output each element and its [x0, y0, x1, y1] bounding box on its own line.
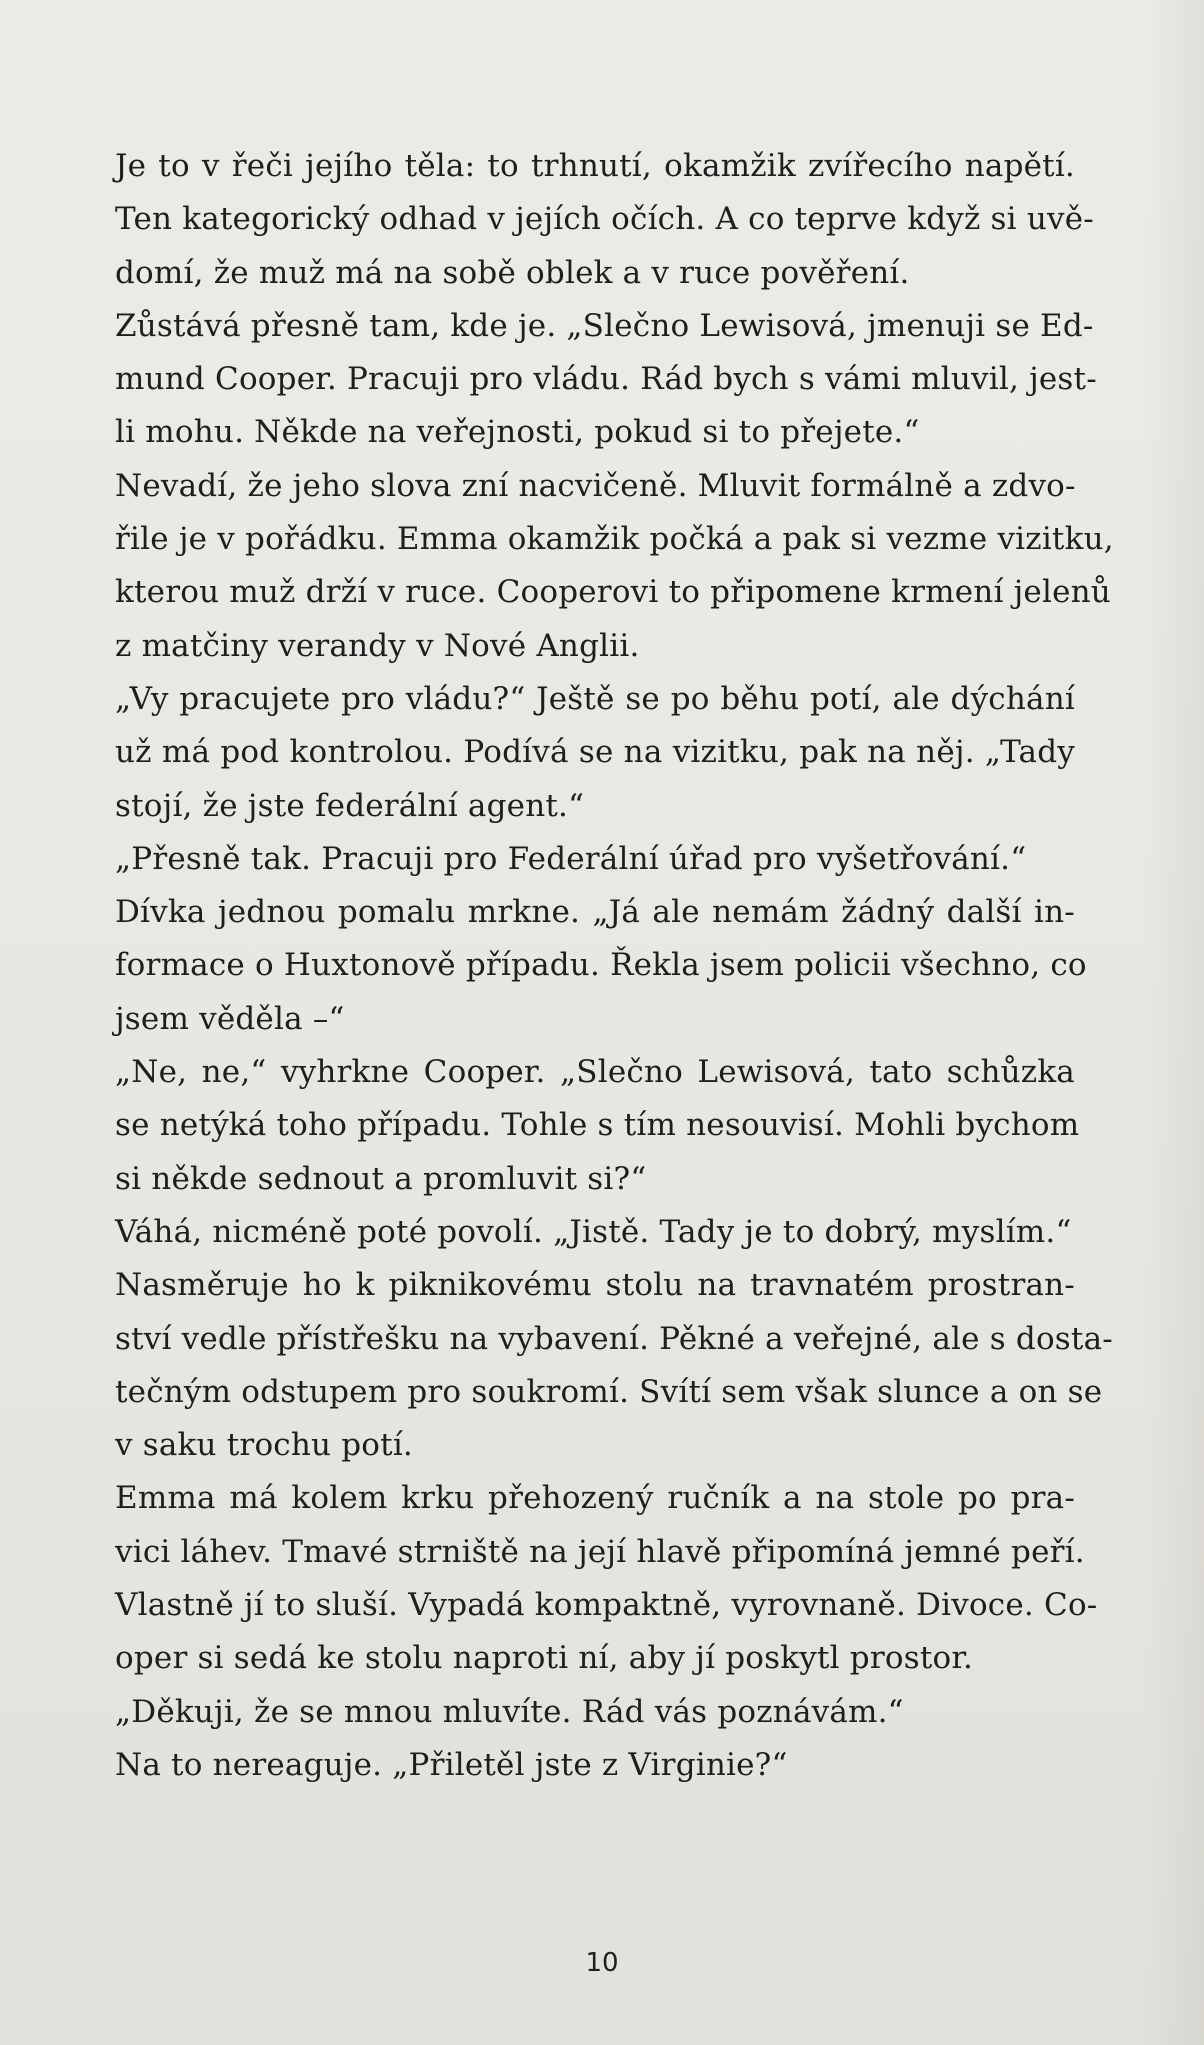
text-line: už má pod kontrolou. Podívá se na vizitku, pak na něj. „Tady [115, 734, 1075, 771]
text-line: se netýká toho případu. Tohle s tím nesouvisí. Mohli bychom [115, 1107, 1080, 1144]
text-line: Nevadí, že jeho slova zní nacvičeně. Mluvit formálně a zdvo- [115, 467, 1076, 504]
text-line: z matčiny verandy v Nové Anglii. [115, 627, 640, 664]
paragraph [115, 1259, 1113, 1472]
text-line: Vlastně jí to sluší. Vypadá kompaktně, vyrovnaně. Divoce. Co- [115, 1587, 1098, 1624]
page-number: 10 [585, 1948, 619, 1978]
text-line: mund Cooper. Pracuji pro vládu. Rád bych s vámi mluvil, jest- [115, 361, 1097, 398]
text-line: vici láhev. Tmavé strniště na její hlavě připomíná jemné peří. [115, 1533, 1085, 1570]
text-line: „Vy pracujete pro vládu?“ Ještě se po běhu potí, ale dýchání [115, 680, 1075, 717]
paragraph [115, 300, 1097, 460]
text-line: Na to nereaguje. „Přiletěl jste z Virginie?“ [115, 1746, 788, 1783]
paragraph [115, 1472, 1098, 1685]
text-line: jsem věděla –“ [115, 1000, 345, 1037]
text-line: kterou muž drží v ruce. Cooperovi to připomene krmení jelenů [115, 574, 1111, 611]
text-line: stojí, že jste federální agent.“ [115, 787, 585, 824]
text-line: řile je v pořádku. Emma okamžik počká a pak si vezme vizitku, [115, 521, 1114, 558]
text-line: ství vedle přístřešku na vybavení. Pěkné a veřejné, ale s dosta- [115, 1320, 1113, 1357]
text-line: v saku trochu potí. [115, 1427, 413, 1464]
paragraph [115, 1206, 1075, 1259]
paragraph [115, 1046, 1080, 1206]
paragraph [115, 886, 1087, 1046]
paragraph [115, 140, 1094, 300]
text-line: Ten kategorický odhad v jejích očích. A co teprve když si uvě- [115, 201, 1094, 238]
page-edge-shadow [1144, 0, 1204, 2045]
body-text [115, 140, 1114, 1792]
paragraph [115, 833, 1075, 886]
paragraph [115, 1739, 1075, 1792]
text-line: Je to v řeči jejího těla: to trhnutí, okamžik zvířecího napětí. [115, 148, 1075, 184]
text-line: domí, že muž má na sobě oblek a v ruce pověření. [115, 254, 910, 291]
paragraph [115, 460, 1114, 673]
text-line: „Ne, ne,“ vyhrkne Cooper. „Slečno Lewisová, tato schůzka [115, 1054, 1075, 1091]
text-line: si někde sednout a promluvit si?“ [115, 1160, 647, 1197]
text-line: li mohu. Někde na veřejnosti, pokud si to přejete.“ [115, 414, 920, 451]
text-line: Zůstává přesně tam, kde je. „Slečno Lewisová, jmenuji se Ed- [115, 307, 1094, 344]
text-line: Dívka jednou pomalu mrkne. „Já ale nemám žádný další in- [115, 894, 1075, 931]
paragraph [115, 673, 1075, 833]
text-line: Nasměruje ho k piknikovému stolu na travnatém prostran- [115, 1267, 1075, 1304]
text-line: oper si sedá ke stolu naproti ní, aby jí poskytl prostor. [115, 1640, 974, 1677]
paragraph [115, 1686, 1075, 1739]
text-line: „Přesně tak. Pracuji pro Federální úřad pro vyšetřování.“ [115, 840, 1027, 877]
text-line: „Děkuji, že se mnou mluvíte. Rád vás poznávám.“ [115, 1693, 904, 1730]
text-line: Váhá, nicméně poté povolí. „Jistě. Tady je to dobrý, myslím.“ [115, 1213, 1072, 1250]
text-line: formace o Huxtonově případu. Řekla jsem policii všechno, co [115, 947, 1087, 984]
text-line: tečným odstupem pro soukromí. Svítí sem však slunce a on se [115, 1373, 1103, 1410]
text-line: Emma má kolem krku přehozený ručník a na stole po pra- [115, 1480, 1075, 1517]
